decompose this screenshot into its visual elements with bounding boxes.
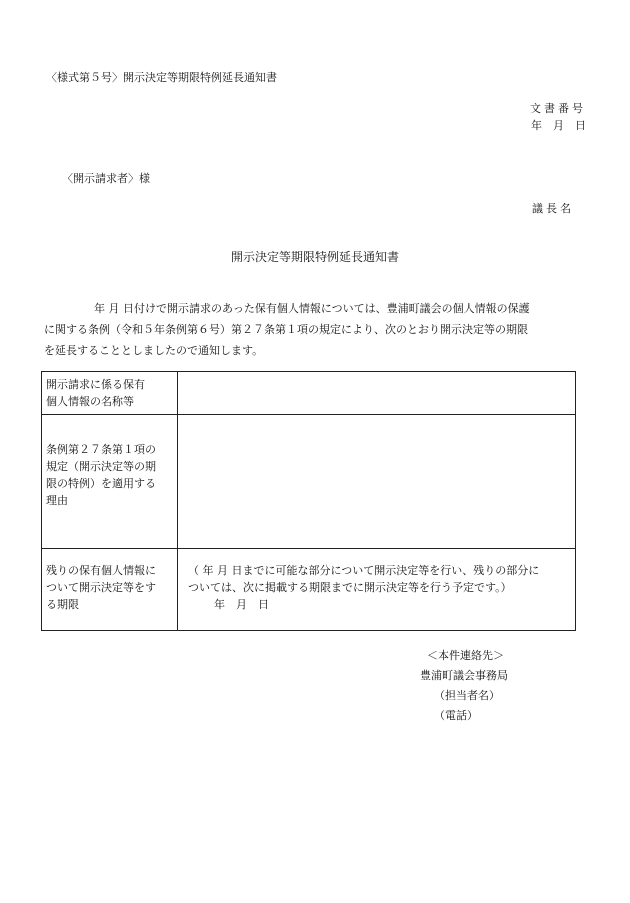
table-label-cell [42, 372, 178, 415]
contact-person: （担当者名） [434, 689, 500, 702]
deadline-date: 年 月 日 [214, 598, 269, 611]
body-line: 年 月 日付けで開示請求のあった保有個人情報については、豊浦町議会の個人情報の保護 [94, 302, 530, 315]
page-title: 開示決定等期限特例延長通知書 [230, 250, 399, 264]
label-line: 個人情報の名称等 [46, 395, 134, 408]
contact-office: 豊浦町議会事務局 [420, 669, 508, 682]
contact-phone: （電話） [434, 709, 478, 722]
table-label-cell [42, 549, 178, 631]
sender-name: 議長名 [532, 202, 574, 215]
table-value-cell [178, 372, 576, 415]
table-row [42, 372, 576, 415]
value-line: ついては、次に掲載する期限までに開示決定等を行う予定です。） [188, 581, 512, 594]
table-label-cell [42, 415, 178, 549]
body-line: を延長することとしましたので通知します。 [44, 344, 264, 357]
label-line: る期限 [46, 598, 79, 611]
table-row [42, 549, 576, 631]
contact-heading: ＜本件連絡先＞ [427, 649, 504, 662]
table-value-cell [178, 549, 576, 631]
form-number-label: 〈様式第５号〉開示決定等期限特例延長通知書 [46, 71, 277, 84]
table-value-cell [178, 415, 576, 549]
table-row [42, 415, 576, 549]
contact-block [420, 646, 508, 726]
notice-body [44, 298, 584, 361]
label-line: 残りの保有個人情報に [46, 564, 156, 577]
value-line: （ 年 月 日までに可能な部分について開示決定等を行い、残りの部分に [188, 564, 540, 577]
label-line: 開示請求に係る保有 [46, 378, 145, 391]
document-date: 年 月 日 [531, 119, 586, 132]
info-table [41, 371, 576, 631]
label-line: 条例第２７条第１項の [46, 443, 156, 456]
document-number: 文書番号 [530, 102, 586, 115]
label-line: 規定（開示決定等の期 [46, 460, 156, 473]
label-line: 限の特例）を適用する [46, 477, 156, 490]
label-line: ついて開示決定等をす [46, 581, 156, 594]
body-line: に関する条例（令和５年条例第６号）第２７条第１項の規定により、次のとおり開示決定等の期限 [44, 323, 528, 336]
label-line: 理由 [46, 494, 68, 507]
addressee: 〈開示請求者〉様 [62, 172, 150, 185]
